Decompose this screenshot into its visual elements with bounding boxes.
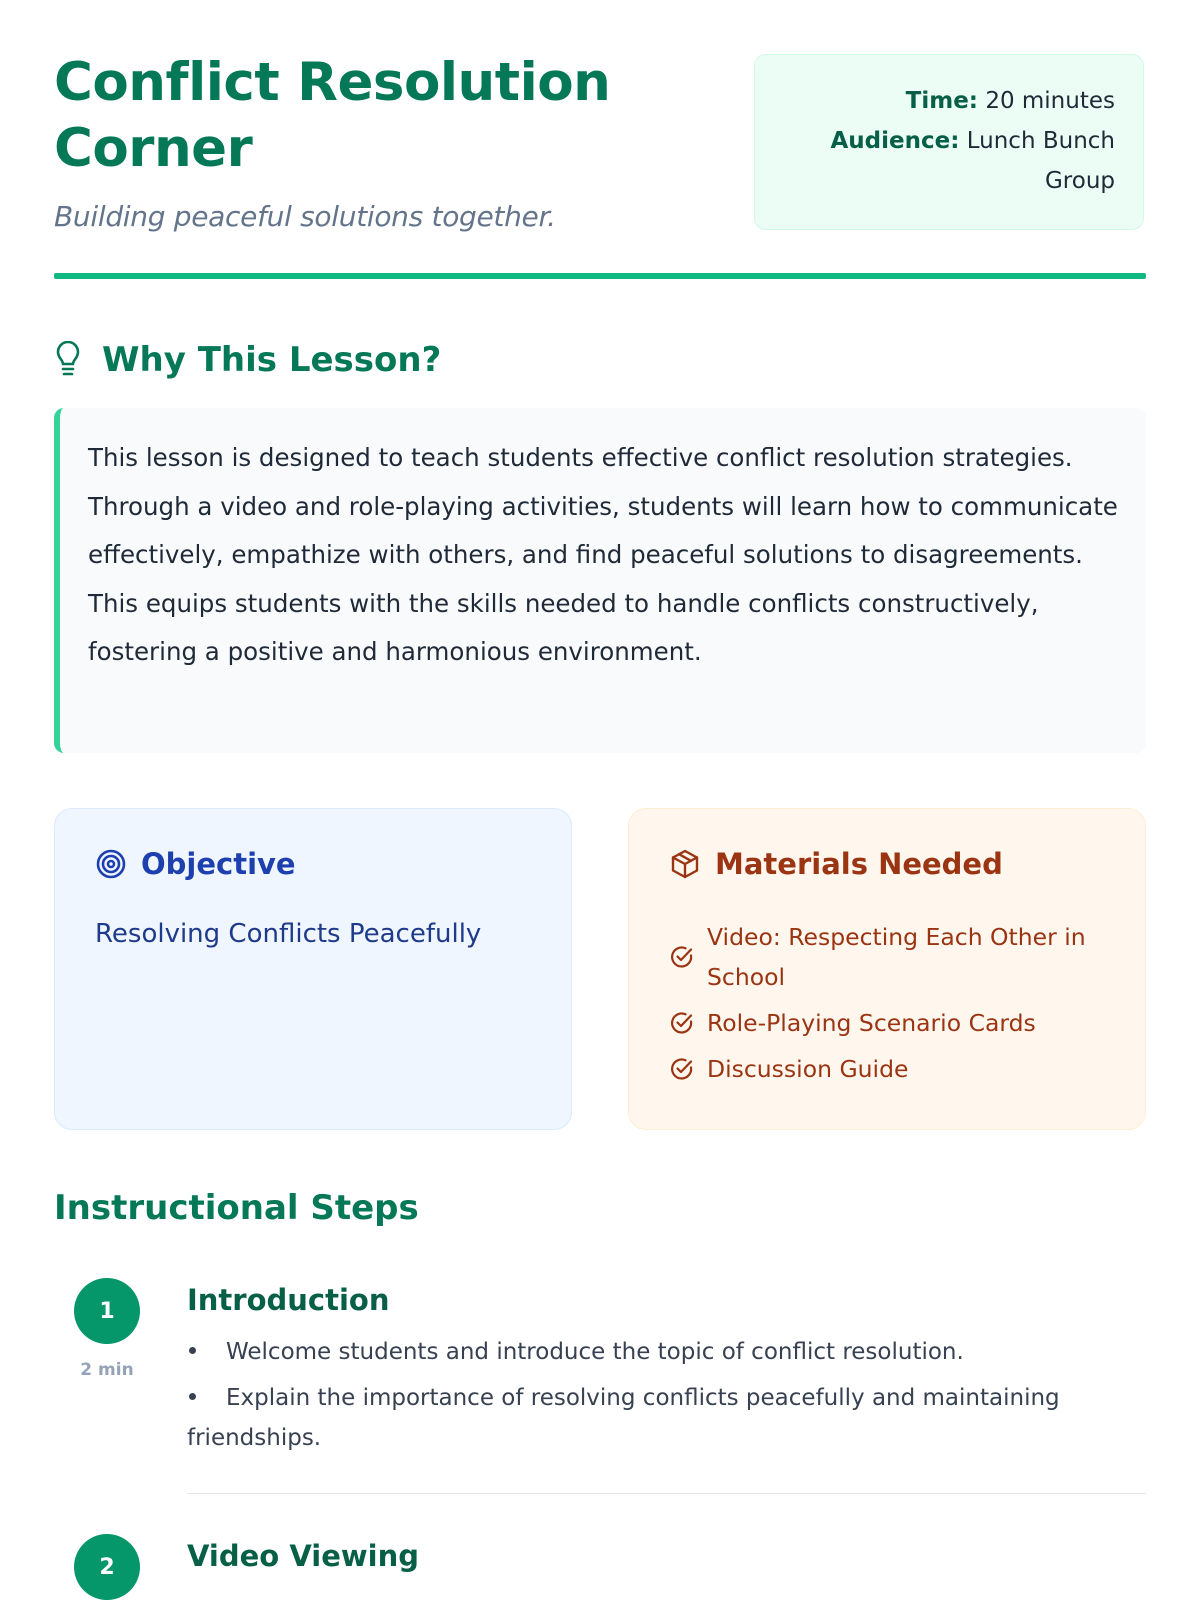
materials-list [669, 917, 1109, 1095]
material-label: Discussion Guide [707, 1055, 909, 1083]
why-description: This lesson is designed to teach students effective conflict resolution strategies. Through a video and role-playing activities, students will learn how to communicate effectively, empathize with others, and find peaceful solutions to disagreements. This equips students with the skills needed to handle conflicts constructively, fostering a positive and harmonious environment. [54, 408, 1146, 753]
time-label: Time: [905, 88, 978, 114]
steps-heading: Instructional Steps [54, 1188, 419, 1228]
materials-heading: Materials Needed [715, 847, 1003, 881]
step-points [187, 1332, 1146, 1458]
audience-row [783, 121, 1115, 201]
why-heading: Why This Lesson? [102, 340, 442, 380]
list-item [669, 917, 1109, 997]
audience-value: Lunch Bunch Group [966, 128, 1115, 194]
target-icon [95, 848, 127, 880]
material-label: Video: Respecting Each Other in School [707, 923, 1086, 991]
materials-card [628, 808, 1146, 1130]
list-item [669, 1003, 1109, 1043]
lightbulb-icon [54, 341, 82, 379]
objective-text: Resolving Conflicts Peacefully [95, 919, 482, 949]
check-circle-icon [669, 1056, 695, 1082]
lesson-meta-box [754, 54, 1144, 230]
objective-heading: Objective [141, 847, 296, 881]
step-divider [187, 1493, 1146, 1494]
header-divider [54, 273, 1146, 279]
audience-label: Audience: [830, 128, 960, 154]
step-point: Explain the importance of resolving conflicts peacefully and maintaining friendships. [187, 1385, 1060, 1451]
time-row [783, 81, 1115, 121]
step-title: Introduction [187, 1283, 390, 1317]
step-title: Video Viewing [187, 1539, 419, 1573]
step-number-badge: 2 [74, 1534, 140, 1600]
list-item [187, 1378, 1146, 1458]
why-heading-row [54, 335, 441, 385]
material-label: Role-Playing Scenario Cards [707, 1009, 1036, 1037]
step-point: Welcome students and introduce the topic of conflict resolution. [226, 1339, 964, 1365]
step-body [187, 1278, 1146, 1464]
step-duration: 2 min [80, 1360, 134, 1380]
check-circle-icon [669, 1010, 695, 1036]
list-item [669, 1049, 1109, 1089]
materials-heading-row [669, 847, 1003, 881]
lesson-header [54, 50, 1146, 280]
page-subtitle: Building peaceful solutions together. [54, 200, 556, 233]
bullet-icon [189, 1347, 196, 1354]
objective-card [54, 808, 572, 1130]
step-body [187, 1534, 1146, 1576]
package-icon [669, 848, 701, 880]
page-title: Conflict Resolution Corner [54, 52, 611, 179]
step-number-badge: 1 [74, 1278, 140, 1344]
bullet-icon [189, 1393, 196, 1400]
list-item [187, 1332, 1146, 1372]
objective-heading-row [95, 847, 296, 881]
check-circle-icon [669, 944, 695, 970]
time-value: 20 minutes [985, 88, 1115, 114]
